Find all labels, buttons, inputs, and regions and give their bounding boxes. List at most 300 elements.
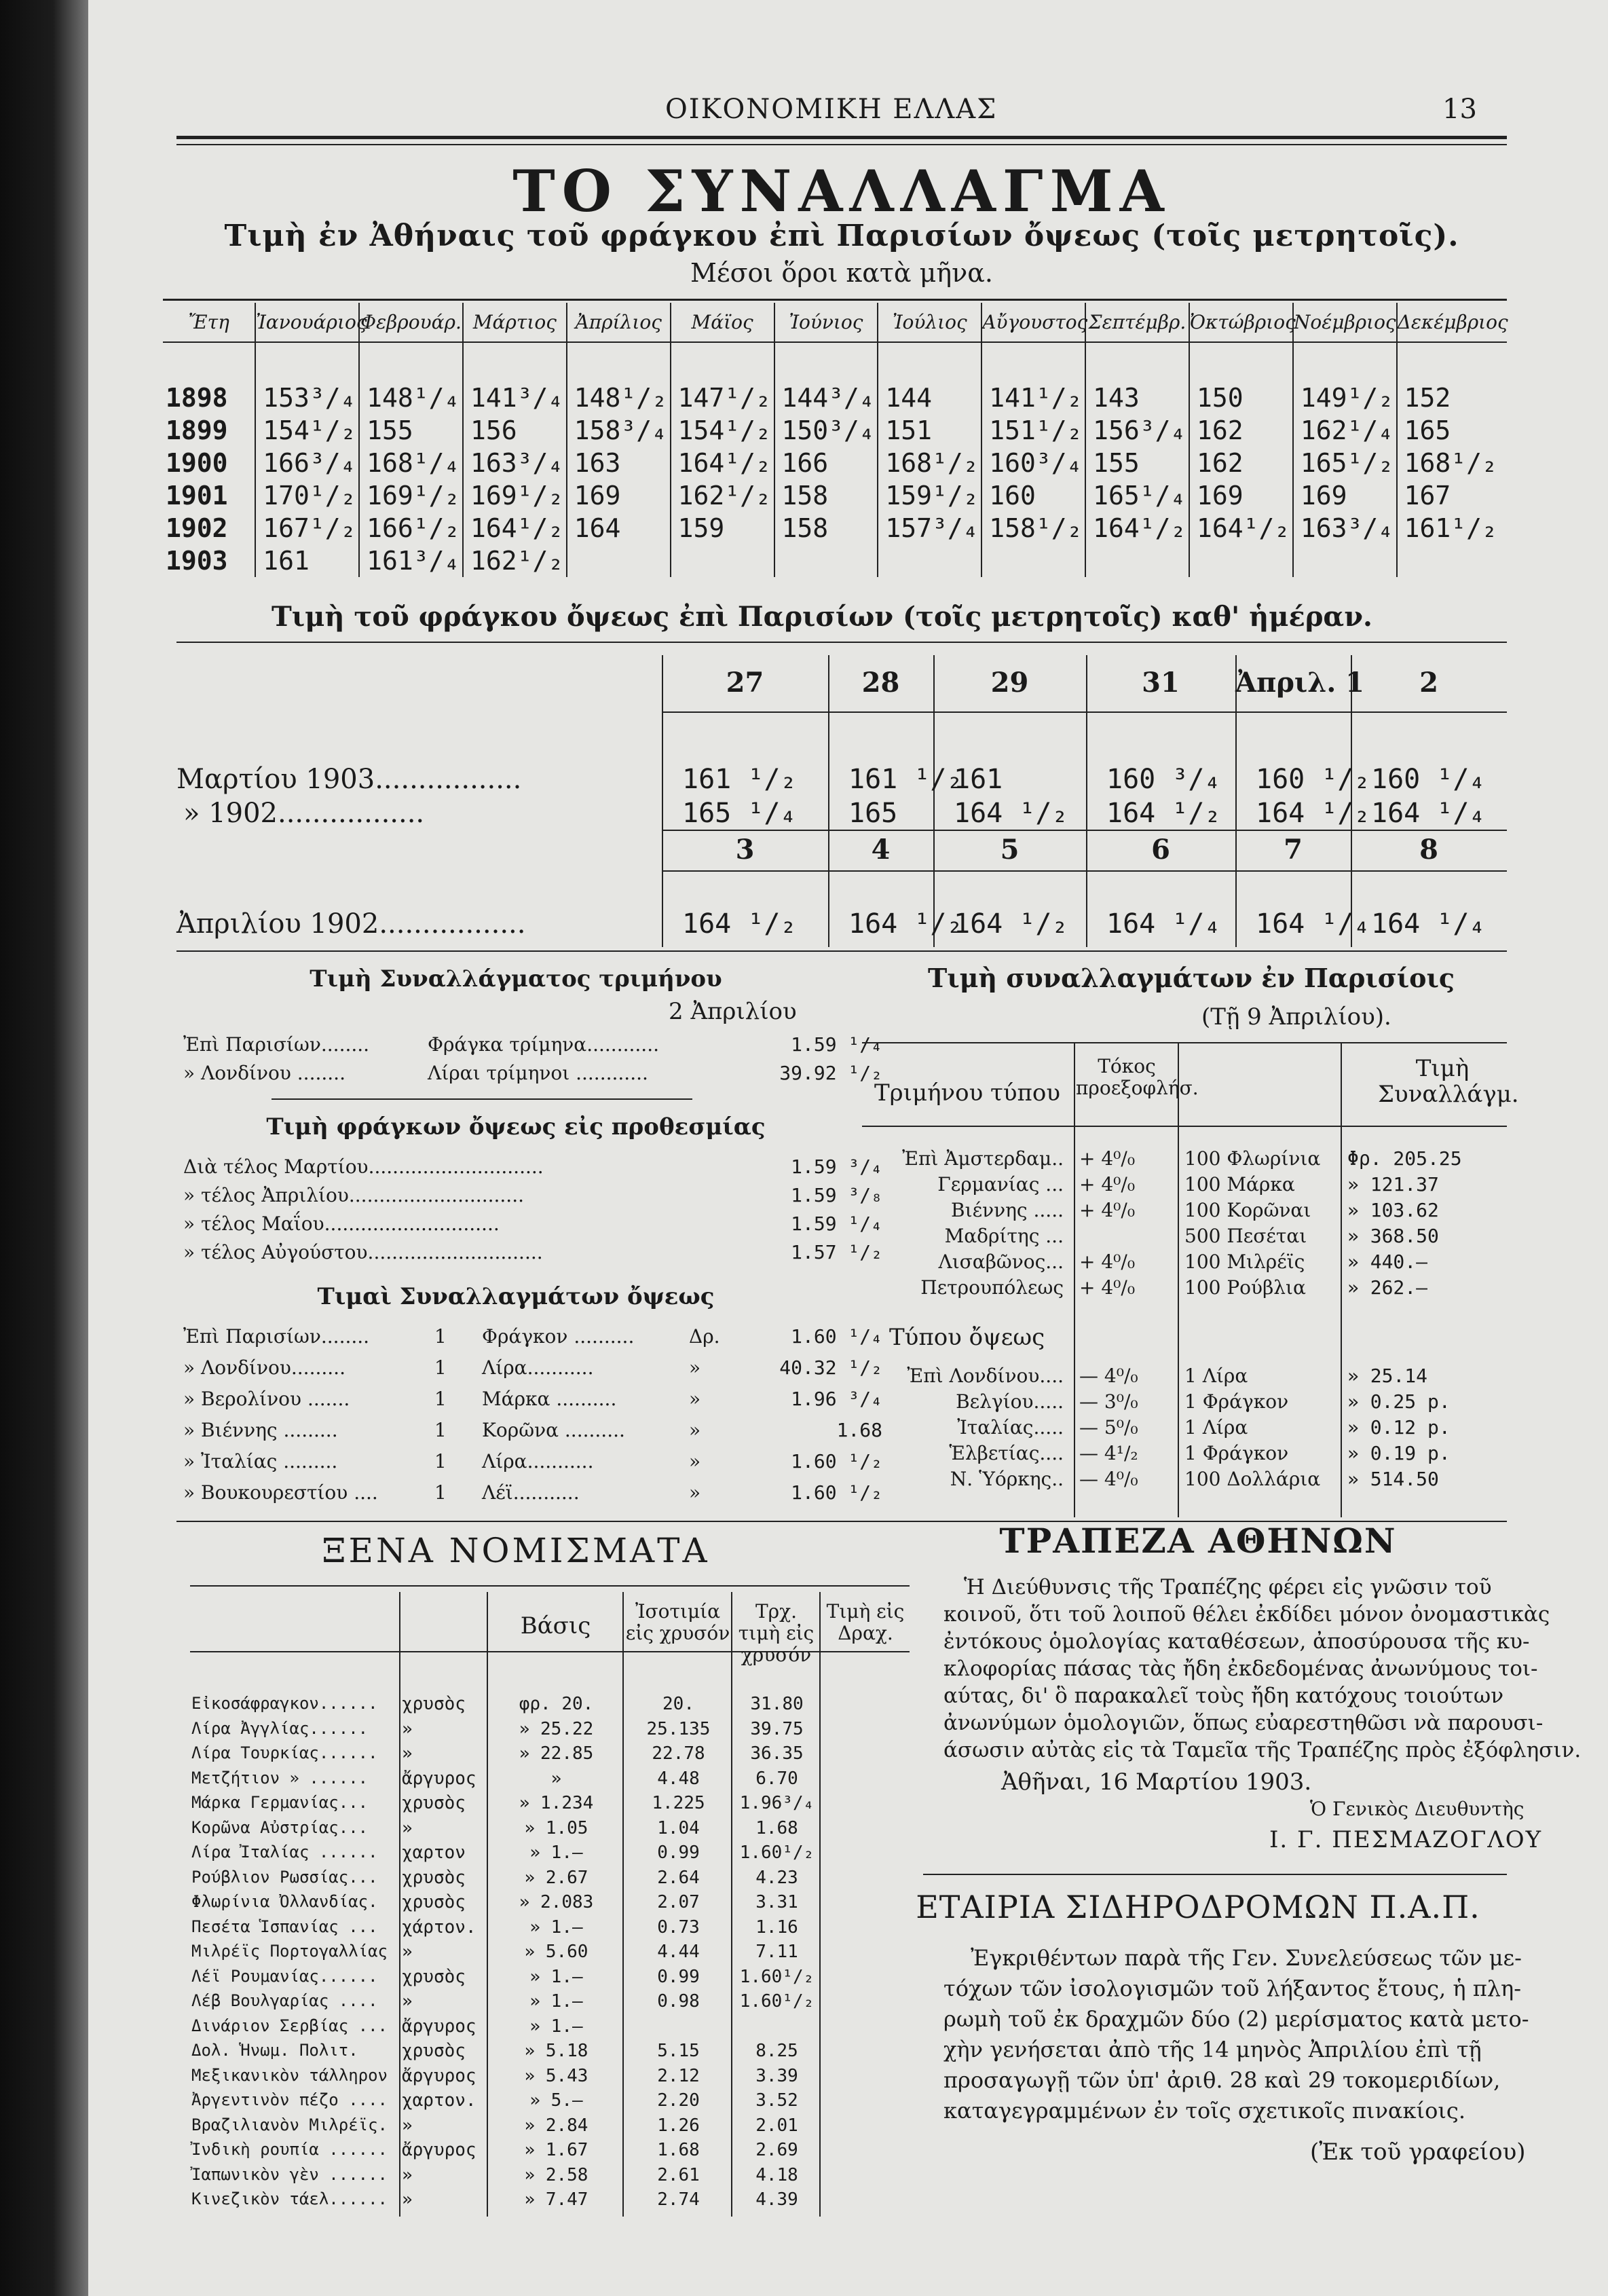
foreign-cell: Δινάριον Σερβίας ...	[191, 2016, 388, 2035]
foreign-cell: χαρτον.	[402, 2090, 476, 2111]
monthly-cell: 166	[774, 447, 878, 479]
trimonthly-desc: Φράγκα τρίμηνα............	[428, 1033, 660, 1056]
daily-row3-value: 164 ¹/₂	[682, 908, 797, 940]
advance-value: 1.59 ³/₈	[791, 1184, 882, 1206]
paris-sight-unit: 1 Λίρα	[1184, 1365, 1248, 1387]
monthly-cell: 162¹/₂	[671, 479, 774, 512]
monthly-cell	[878, 544, 981, 577]
foreign-cell: » 25.22	[519, 1718, 594, 1739]
daily-row2-value: 164 ¹/₂	[1106, 798, 1221, 829]
foreign-cell: »	[402, 1991, 413, 2012]
foreign-cell: Κινεζικὸν τάελ......	[191, 2189, 388, 2208]
monthly-cell: 1900	[163, 447, 255, 479]
daily-divider	[662, 655, 663, 947]
monthly-spacer-cell	[255, 342, 359, 382]
paris-sight-rate: — 4¹/₂	[1079, 1442, 1138, 1464]
sight-value: 40.32 ¹/₂	[779, 1356, 882, 1379]
sight-unit: Φράγκον ..........	[482, 1325, 635, 1348]
monthly-cell: 147¹/₂	[671, 382, 774, 414]
paris-sight-price: » 0.12 p.	[1347, 1416, 1451, 1439]
foreign-cell: 1.60¹/₂	[739, 1843, 815, 1863]
monthly-header-7: Ἰούλιος	[878, 303, 981, 342]
paris-col-type: Τριμήνου τύπου	[874, 1079, 1061, 1107]
sight-qty: 1	[434, 1388, 447, 1410]
page-number: 13	[1442, 94, 1477, 125]
monthly-cell	[1293, 544, 1397, 577]
monthly-header-12: Δεκέμβριος	[1397, 303, 1507, 342]
paris-sight-title: Τύπου ὄψεως	[889, 1324, 1045, 1351]
paris-sight-price: » 514.50	[1347, 1468, 1439, 1490]
foreign-cell: » 2.67	[524, 1867, 588, 1888]
monthly-cell: 159¹/₂	[878, 479, 981, 512]
railway-source: (Ἐκ τοῦ γραφείου)	[1310, 2138, 1526, 2166]
sight-value: 1.60 ¹/₄	[791, 1325, 882, 1348]
foreign-cell: χρυσὸς	[402, 2041, 466, 2061]
sight-prefix: »	[689, 1388, 701, 1410]
trimonthly-date: 2 Ἀπριλίου	[669, 998, 797, 1025]
foreign-cell: 0.99	[657, 1966, 700, 1987]
foreign-cell: ἄργυρος	[402, 2065, 476, 2086]
daily-row3-value: 164 ¹/₂	[848, 908, 963, 940]
daily-head1-0: 27	[726, 667, 764, 699]
foreign-cell: ἄργυρος	[402, 2140, 476, 2160]
daily-title: Τιμὴ τοῦ φράγκου ὄψεως ἐπὶ Παρισίων (τοῖς μετρητοῖς) καθ' ἡμέραν.	[272, 601, 1372, 633]
monthly-cell: 150	[1189, 382, 1293, 414]
monthly-cell: 157³/₄	[878, 512, 981, 544]
foreign-cell: 2.20	[657, 2090, 700, 2111]
daily-row1-value: 160 ¹/₄	[1371, 764, 1486, 795]
foreign-cell: 0.98	[657, 1991, 700, 2012]
foreign-cell: 2.74	[657, 2189, 700, 2210]
daily-row2-value: 164 ¹/₂	[954, 798, 1068, 829]
sight-qty: 1	[434, 1419, 447, 1441]
monthly-spacer-cell	[671, 342, 774, 382]
monthly-cell: 162¹/₂	[463, 544, 567, 577]
foreign-cell: 4.39	[755, 2189, 798, 2210]
monthly-header-10: Ὀκτώβριος	[1189, 303, 1293, 342]
foreign-cell: 4.44	[657, 1942, 700, 1962]
monthly-cell: 155	[1085, 447, 1189, 479]
daily-row3-value: 164 ¹/₄	[1371, 908, 1486, 940]
railway-line: ρωμὴ τοῦ ἐκ δραχμῶν δύο (2) μερίσματος κατὰ μετο-	[943, 2006, 1529, 2032]
foreign-cell: 1.26	[657, 2115, 700, 2136]
paris-sight-price: » 25.14	[1347, 1365, 1428, 1387]
monthly-cell: 169¹/₂	[359, 479, 463, 512]
bank-line: κοινοῦ, ὅτι τοῦ λοιποῦ θέλει ἐκδίδει μόνον ὀνομαστικὰς	[943, 1602, 1550, 1627]
paris-sight-unit: 1 Φράγκον	[1184, 1442, 1289, 1464]
paris-sight-rate: — 3⁰/₀	[1079, 1390, 1138, 1413]
sight-label: Ἐπὶ Παρισίων........	[183, 1325, 370, 1348]
monthly-header-2: Φεβρουάρ.	[359, 303, 463, 342]
monthly-spacer-cell	[774, 342, 878, 382]
foreign-cell: » 1.05	[524, 1817, 588, 1838]
monthly-cell	[1085, 544, 1189, 577]
foreign-cell: » 2.083	[519, 1892, 594, 1912]
sight-prefix: »	[689, 1481, 701, 1504]
daily-head2-rule	[662, 870, 1507, 872]
monthly-cell: 151	[878, 414, 981, 447]
railway-line: Ἐγκριθέντων παρὰ τῆς Γεν. Συνελεύσεως τῶν με-	[971, 1945, 1522, 1971]
monthly-averages-table	[163, 303, 1507, 577]
foreign-cell: Βραζιλιανὸν Μιλρέϊς.	[191, 2115, 388, 2134]
foreign-cell: 3.31	[755, 1892, 798, 1912]
sight-qty: 1	[434, 1481, 447, 1504]
foreign-cell: Κορῶνα Αὐστρίας...	[191, 1817, 369, 1837]
foreign-cell: Λίρα Τουρκίας......	[191, 1743, 378, 1762]
foreign-cell: 2.69	[755, 2140, 798, 2160]
foreign-cell: 6.70	[755, 1768, 798, 1789]
daily-head1-2: 29	[990, 667, 1029, 699]
foreign-cell: 0.73	[657, 1917, 700, 1938]
daily-row3-label: Ἀπριλίου 1902.................	[176, 908, 526, 940]
foreign-cell: 4.23	[755, 1867, 798, 1888]
sight-label: » Βιέννης .........	[183, 1419, 338, 1441]
daily-row1-value: 160 ³/₄	[1106, 764, 1221, 795]
foreign-cell: 1.16	[755, 1917, 798, 1938]
sight-prefix: »	[689, 1356, 701, 1379]
running-title: ΟΙΚΟΝΟΜΙΚΗ ΕΛΛΑΣ	[665, 94, 998, 125]
railway-line: τόχων τῶν ἰσολογισμῶν τοῦ λήξαντος ἔτους, ἡ πλη-	[943, 1976, 1522, 2001]
foreign-cell: »	[550, 1768, 562, 1789]
monthly-cell	[1189, 544, 1293, 577]
bank-line: ἐντόκους ὁμολογίας καταθέσεων, ἀποσύρουσα τῆς κυ-	[943, 1629, 1530, 1654]
monthly-spacer-cell	[163, 342, 255, 382]
paris-unit: 100 Ρούβλια	[1184, 1276, 1306, 1299]
trimonthly-value: 1.59 ¹/₄	[791, 1033, 882, 1056]
paris-rate: + 4⁰/₀	[1079, 1147, 1136, 1170]
foreign-cell: χρυσὸς	[402, 1694, 466, 1714]
monthly-cell: 156	[463, 414, 567, 447]
monthly-cell: 166¹/₂	[359, 512, 463, 544]
foreign-cell: χρυσὸς	[402, 1892, 466, 1912]
paris-sight-price: » 0.19 p.	[1347, 1442, 1451, 1464]
monthly-row	[163, 479, 1507, 512]
monthly-cell: 166³/₄	[255, 447, 359, 479]
advance-value: 1.59 ³/₄	[791, 1155, 882, 1178]
monthly-cell: 162	[1189, 447, 1293, 479]
sight-prefix: »	[689, 1419, 701, 1441]
foreign-cell: »	[402, 1942, 413, 1962]
paris-unit: 100 Μάρκα	[1184, 1173, 1295, 1196]
foreign-cell: 39.75	[750, 1718, 804, 1739]
monthly-cell: 160³/₄	[981, 447, 1085, 479]
monthly-cell: 165	[1404, 415, 1451, 445]
foreign-cell: 3.52	[755, 2090, 798, 2111]
monthly-cell: 158	[774, 479, 878, 512]
monthly-header-5: Μάϊος	[671, 303, 774, 342]
monthly-cell: 154¹/₂	[255, 414, 359, 447]
foreign-cell: » 1.—	[529, 2016, 583, 2037]
monthly-spacer-cell	[1293, 342, 1397, 382]
foreign-cell: ἄργυρος	[402, 2016, 476, 2037]
monthly-spacer-row	[163, 342, 1507, 382]
sight-prefix: Δρ.	[689, 1325, 720, 1348]
paris-unit: 100 Κορῶναι	[1184, 1199, 1311, 1221]
monthly-spacer-cell	[1397, 342, 1507, 382]
foreign-cell: 25.135	[646, 1718, 711, 1739]
foreign-col-basis: Βάσις	[520, 1612, 591, 1640]
monthly-cell: 151¹/₂	[981, 414, 1085, 447]
bank-line: άσωσιν αὐτὰς εἰς τὰ Ταμεῖα τῆς Τραπέζης πρὸς ἐξόφλησιν.	[943, 1738, 1582, 1762]
monthly-cell	[567, 544, 671, 577]
paris-sight-place: Ἐπὶ Λονδίνου....	[907, 1365, 1064, 1387]
foreign-cell: Μιλρέϊς Πορτογαλλίας	[191, 1942, 388, 1961]
sight-label: » Ἰταλίας .........	[183, 1450, 338, 1473]
daily-row3-value: 164 ¹/₄	[1106, 908, 1221, 940]
daily-row1-value: 161 ¹/₂	[848, 764, 963, 795]
railway-line: προσαγωγῇ τῶν ὑπ' ἀριθ. 28 καὶ 29 τοκομεριδίων,	[943, 2067, 1501, 2093]
sight-value: 1.60 ¹/₂	[791, 1481, 882, 1504]
daily-divider	[1235, 655, 1237, 947]
main-heading: ΤΟ ΣΥΝΑΛΛΑΓΜΑ	[512, 158, 1171, 225]
foreign-cell: χρυσὸς	[402, 1793, 466, 1813]
daily-bottom-rule	[176, 950, 1507, 952]
monthly-cell: 158³/₄	[567, 414, 671, 447]
sight-label: » Βουκουρεστίου ....	[183, 1481, 378, 1504]
monthly-cell: 165¹/₂	[1293, 447, 1397, 479]
monthly-cell: 167	[1404, 481, 1451, 511]
foreign-col-drachma: Τιμὴ εἰς Δραχ.	[826, 1600, 905, 1644]
monthly-spacer-cell	[1085, 342, 1189, 382]
bank-line: ἀνωνύμων ὁμολογιῶν, ὅπως εὐαρεστηθῶσι νὰ παρουσι-	[943, 1711, 1544, 1735]
foreign-cell: » 5.18	[524, 2041, 588, 2061]
sight-label: » Βερολίνου .......	[183, 1388, 350, 1410]
monthly-cell: 164¹/₂	[1189, 512, 1293, 544]
monthly-cell: 143	[1085, 382, 1189, 414]
sight-unit: Κορῶνα ..........	[482, 1419, 625, 1441]
daily-row2-value: 164 ¹/₂	[1256, 798, 1370, 829]
foreign-cell: φρ. 20.	[519, 1694, 594, 1714]
foreign-cell: Λίρα Ἰταλίας ......	[191, 1843, 378, 1862]
monthly-cell: 1899	[163, 414, 255, 447]
monthly-header-6: Ἰούνιος	[774, 303, 878, 342]
monthly-cell: 169	[1189, 479, 1293, 512]
daily-row2-value: 165	[848, 798, 898, 829]
foreign-cell: 4.18	[755, 2164, 798, 2185]
paris-rate: + 4⁰/₀	[1079, 1251, 1136, 1273]
monthly-cell: 167¹/₂	[255, 512, 359, 544]
trimonthly-value: 39.92 ¹/₂	[779, 1062, 882, 1084]
foreign-cell: Λέϊ Ρουμανίας......	[191, 1966, 378, 1986]
monthly-cell: 161¹/₂	[1404, 513, 1497, 543]
sight-value: 1.60 ¹/₂	[791, 1450, 882, 1473]
monthly-spacer-cell	[981, 342, 1085, 382]
foreign-cell: » 5.60	[524, 1942, 588, 1962]
daily-head2-1: 4	[871, 834, 891, 866]
foreign-cell: 1.04	[657, 1817, 700, 1838]
foreign-cell: » 1.234	[519, 1793, 594, 1813]
paris-price: » 368.50	[1347, 1225, 1439, 1247]
daily-head1-4: Ἀπριλ. 1	[1235, 667, 1364, 699]
paris-place: Ἐπὶ Ἀμστερδαμ..	[902, 1147, 1064, 1170]
bank-signer-title: Ὁ Γενικὸς Διευθυντὴς	[1310, 1798, 1525, 1820]
monthly-cell: 170¹/₂	[255, 479, 359, 512]
foreign-cell: 8.25	[755, 2041, 798, 2061]
monthly-row	[163, 544, 1507, 577]
foreign-cell: 7.11	[755, 1942, 798, 1962]
sight-qty: 1	[434, 1450, 447, 1473]
foreign-cell: χάρτον.	[402, 1917, 476, 1938]
monthly-header-9: Σεπτέμβρ.	[1085, 303, 1189, 342]
monthly-subtitle: Μέσοι ὅροι κατὰ μῆνα.	[690, 258, 993, 288]
foreign-cell: Πεσέτα Ἱσπανίας ...	[191, 1917, 378, 1936]
daily-row1-value: 161	[954, 764, 1003, 795]
sight-unit: Λίρα...........	[482, 1356, 594, 1379]
foreign-cell: 3.39	[755, 2065, 798, 2086]
monthly-cell	[981, 544, 1085, 577]
sight-qty: 1	[434, 1356, 447, 1379]
scan-binding-shadow	[0, 0, 88, 2296]
foreign-cell: »	[402, 1718, 413, 1739]
daily-divider	[933, 655, 935, 947]
monthly-cell: 168¹/₂	[878, 447, 981, 479]
foreign-cell: »	[402, 2164, 413, 2185]
monthly-cell: 158	[774, 512, 878, 544]
foreign-cell: 2.61	[657, 2164, 700, 2185]
bank-signer: Ι. Γ. ΠΕΣΜΑΖΟΓΛΟΥ	[1269, 1826, 1543, 1853]
sight-unit: Μάρκα ..........	[482, 1388, 617, 1410]
foreign-cell: » 2.58	[524, 2164, 588, 2185]
foreign-cell: Μετζήτιον » ......	[191, 1768, 369, 1788]
paris-rate: + 4⁰/₀	[1079, 1276, 1136, 1299]
paris-sight-unit: 100 Δολλάρια	[1184, 1468, 1321, 1490]
paris-unit: 500 Πεσέται	[1184, 1225, 1307, 1247]
daily-row2-value: 165 ¹/₄	[682, 798, 797, 829]
monthly-cell: 161	[255, 544, 359, 577]
foreign-cell: »	[402, 1817, 413, 1838]
monthly-cell: 1903	[163, 544, 255, 577]
paris-sight-rate: — 4⁰/₀	[1079, 1468, 1138, 1490]
monthly-cell: 141³/₄	[463, 382, 567, 414]
monthly-header-4: Ἀπρίλιος	[567, 303, 671, 342]
trimonthly-title: Τιμὴ Συναλλάγματος τριμήνου	[310, 965, 722, 993]
daily-row3-value: 164 ¹/₄	[1256, 908, 1370, 940]
daily-row1-label: Μαρτίου 1903.................	[176, 764, 522, 795]
monthly-cell: 169	[567, 479, 671, 512]
paris-sight-rate: — 4⁰/₀	[1079, 1365, 1138, 1387]
foreign-cell: »	[402, 2115, 413, 2136]
monthly-cell: 155	[359, 414, 463, 447]
daily-head1-rule	[662, 711, 1507, 713]
daily-head2-2: 5	[1000, 834, 1020, 866]
paris-price: » 262.—	[1347, 1276, 1428, 1299]
daily-row1-value: 161 ¹/₂	[682, 764, 797, 795]
monthly-cell: 144³/₄	[774, 382, 878, 414]
monthly-row	[163, 414, 1507, 447]
newspaper-page	[88, 0, 1608, 2296]
paris-sight-price: » 0.25 p.	[1347, 1390, 1451, 1413]
foreign-cell: Δολ. Ἡνωμ. Πολιτ.	[191, 2041, 358, 2060]
foreign-cell: 4.48	[657, 1768, 700, 1789]
foreign-cell: 20.	[662, 1694, 694, 1714]
trimonthly-desc: Λίραι τρίμηνοι ............	[428, 1062, 648, 1084]
paris-sight-unit: 1 Φράγκον	[1184, 1390, 1289, 1413]
monthly-cell: 1898	[163, 382, 255, 414]
monthly-cell: 164¹/₂	[671, 447, 774, 479]
monthly-cell: 163³/₄	[1293, 512, 1397, 544]
advance-value: 1.59 ¹/₄	[791, 1212, 882, 1235]
foreign-cell: » 1.—	[529, 1991, 583, 2012]
foreign-cell: Εἰκοσάφραγκον......	[191, 1694, 378, 1713]
trimonthly-label: Ἐπὶ Παρισίων........	[183, 1033, 370, 1056]
daily-head2-3: 6	[1151, 834, 1170, 866]
foreign-cell: 0.99	[657, 1843, 700, 1863]
foreign-cell: 22.78	[652, 1743, 705, 1764]
foreign-cell: 1.68	[657, 2140, 700, 2160]
trimonthly-rule	[272, 1098, 692, 1100]
paris-rate: + 4⁰/₀	[1079, 1173, 1136, 1196]
foreign-cell: » 1.—	[529, 1966, 583, 1987]
monthly-spacer-cell	[1189, 342, 1293, 382]
paris-sight-place: Ν. Ὑόρκης..	[950, 1468, 1064, 1490]
paris-place: Γερμανίας ...	[937, 1173, 1064, 1196]
foreign-cell: »	[402, 1743, 413, 1764]
foreign-cell: 2.07	[657, 1892, 700, 1912]
monthly-cell: 165¹/₄	[1085, 479, 1189, 512]
sight-unit: Λέϊ...........	[482, 1481, 580, 1504]
foreign-cell: 31.80	[750, 1694, 804, 1714]
monthly-cell: 164	[567, 512, 671, 544]
foreign-cell: Ἀργεντινὸν πέζο ....	[191, 2090, 388, 2109]
foreign-cell: » 2.84	[524, 2115, 588, 2136]
foreign-cell: » 22.85	[519, 1743, 594, 1764]
bank-date: Ἀθῆναι, 16 Μαρτίου 1903.	[1001, 1769, 1312, 1796]
monthly-cell: 1901	[163, 479, 255, 512]
monthly-header-3: Μάρτιος	[463, 303, 567, 342]
daily-head2-top-rule	[662, 830, 1507, 831]
paris-price: » 103.62	[1347, 1199, 1439, 1221]
paris-price: Φρ. 205.25	[1347, 1147, 1462, 1170]
paris-sight-rate: — 5⁰/₀	[1079, 1416, 1138, 1439]
railway-line: χὴν γενήσεται ἀπὸ τῆς 14 μηνὸς Ἀπριλίου ἐπὶ τῇ	[943, 2037, 1482, 2062]
foreign-cell: Λίρα Ἀγγλίας......	[191, 1718, 369, 1738]
bank-line: αύτας, δι' ὃ παρακαλεῖ τοὺς ἤδη κατόχους τοιούτων	[943, 1684, 1504, 1708]
monthly-cell: 162¹/₄	[1293, 414, 1397, 447]
monthly-spacer-cell	[463, 342, 567, 382]
foreign-cell: Ἰνδικὴ ρουπία ......	[191, 2140, 388, 2159]
sight-qty: 1	[434, 1325, 447, 1348]
railway-line: καταγεγραμμένων ἐν τοῖς σχετικοῖς πινακίοις.	[943, 2098, 1465, 2124]
paris-price: » 121.37	[1347, 1173, 1439, 1196]
monthly-row	[163, 447, 1507, 479]
foreign-cell: Λέβ Βουλγαρίας ....	[191, 1991, 378, 2010]
monthly-spacer-cell	[359, 342, 463, 382]
paris-sight-place: Ἑλβετίας....	[949, 1442, 1064, 1464]
monthly-cell: 169	[1293, 479, 1397, 512]
monthly-cell: 164¹/₂	[463, 512, 567, 544]
foreign-cell: 1.60¹/₂	[739, 1966, 815, 1987]
daily-head1-1: 28	[861, 667, 900, 699]
foreign-cell: χαρτον	[402, 1843, 466, 1863]
monthly-header-1: Ἰανουάριος	[255, 303, 359, 342]
monthly-cell: 159	[671, 512, 774, 544]
foreign-cell: » 1.—	[529, 1843, 583, 1863]
foreign-cell: 2.64	[657, 1867, 700, 1888]
monthly-cell: 148¹/₄	[359, 382, 463, 414]
monthly-header-0: Ἔτη	[163, 303, 255, 342]
monthly-cell: 161³/₄	[359, 544, 463, 577]
monthly-cell: 154¹/₂	[671, 414, 774, 447]
paris-sight-place: Βελγίου.....	[956, 1390, 1064, 1413]
foreign-cell: 1.68	[755, 1817, 798, 1838]
monthly-row	[163, 382, 1507, 414]
daily-head1-5: 2	[1419, 667, 1438, 699]
bank-line: Ἡ Διεύθυνσις τῆς Τραπέζης φέρει εἰς γνῶσιν τοῦ	[964, 1575, 1492, 1599]
foreign-cell: χρυσὸς	[402, 1867, 466, 1888]
paris-unit: 100 Φλωρίνια	[1184, 1147, 1321, 1170]
monthly-cell: 148¹/₂	[567, 382, 671, 414]
foreign-title: ΞΕΝΑ ΝΟΜΙΣΜΑΤΑ	[322, 1531, 710, 1570]
